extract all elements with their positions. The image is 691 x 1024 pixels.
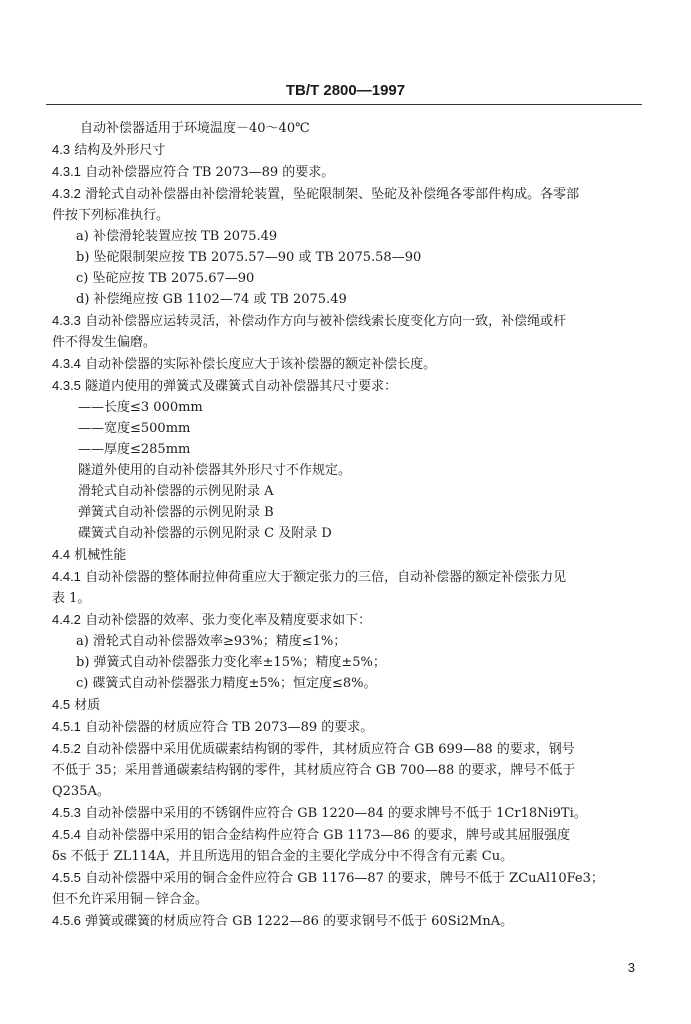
text-line: [52, 226, 642, 247]
clause-text: 自动补偿器应符合 TB 2073—89 的要求。: [85, 165, 335, 180]
text-line: [52, 375, 642, 397]
clause-text: 件不得发生偏磨。: [52, 335, 157, 350]
clause-text: 但不允许采用铜－锌合金。: [52, 892, 209, 907]
clause-text: 自动补偿器适用于环境温度－40～40℃: [80, 121, 310, 136]
text-line: [52, 118, 642, 139]
clause-number: 4.5.2: [52, 741, 81, 756]
clause-text: d) 补偿绳应按 GB 1102—74 或 TB 2075.49: [76, 292, 347, 307]
text-line: [52, 824, 642, 846]
text-line: [52, 652, 642, 673]
text-line: [52, 439, 642, 460]
clause-text: ——宽度≤500mm: [78, 421, 191, 436]
clause-text: b) 坠砣限制架应按 TB 2075.57—90 或 TB 2075.58—90: [76, 250, 422, 265]
text-line: [52, 161, 642, 183]
text-line: [52, 289, 642, 310]
clause-number: 4.5.5: [52, 870, 81, 885]
clause-number: 4.4: [52, 547, 71, 562]
clause-text: 不低于 35；采用普通碳素结构钢的零件，其材质应符合 GB 700—88 的要求，牌号不低于: [52, 763, 576, 778]
clause-text: 件按下列标准执行。: [52, 208, 170, 223]
document-body: [52, 118, 642, 932]
clause-text: 自动补偿器的实际补偿长度应大于该补偿器的额定补偿长度。: [85, 357, 437, 372]
clause-text: 弹簧或碟簧的材质应符合 GB 1222—86 的要求钢号不低于 60Si2MnA。: [85, 914, 514, 929]
text-line: [52, 781, 642, 802]
clause-number: 4.3: [52, 142, 71, 157]
clause-number: 4.3.1: [52, 164, 81, 179]
clause-number: 4.5: [52, 697, 71, 712]
clause-text: 自动补偿器的材质应符合 TB 2073—89 的要求。: [85, 720, 374, 735]
standard-code-header: TB/T 2800—1997: [285, 82, 406, 99]
clause-text: 自动补偿器应运转灵活，补偿动作方向与被补偿线索长度变化方向一致，补偿绳或杆: [85, 314, 567, 329]
clause-text: ——长度≤3 000mm: [78, 400, 203, 415]
clause-text: 结构及外形尺寸: [74, 143, 166, 158]
clause-number: 4.3.5: [52, 378, 81, 393]
clause-text: 机械性能: [74, 548, 127, 563]
text-line: [52, 609, 642, 631]
clause-number: 4.3.4: [52, 356, 81, 371]
clause-text: 自动补偿器中采用的铝合金结构件应符合 GB 1173—86 的要求，牌号或其屈服强度: [85, 828, 571, 843]
clause-text: 滑轮式自动补偿器由补偿滑轮装置，坠砣限制架、坠砣及补偿绳各零部件构成。各零部: [85, 187, 580, 202]
clause-text: 滑轮式自动补偿器的示例见附录 A: [78, 484, 274, 499]
clause-text: δs 不低于 ZL114A，并且所选用的铝合金的主要化学成分中不得含有元素 Cu。: [52, 849, 514, 864]
clause-number: 4.3.2: [52, 186, 81, 201]
clause-text: 自动补偿器中采用的铜合金件应符合 GB 1176—87 的要求，牌号不低于 ZCuAl10Fe3；: [85, 871, 604, 886]
clause-text: 弹簧式自动补偿器的示例见附录 B: [78, 505, 274, 520]
clause-text: c) 碟簧式自动补偿器张力精度±5%；恒定度≤8%。: [76, 676, 377, 691]
clause-text: b) 弹簧式自动补偿器张力变化率±15%；精度±5%；: [76, 655, 386, 670]
clause-text: 材质: [74, 698, 101, 713]
clause-number: 4.4.1: [52, 569, 81, 584]
text-line: [52, 139, 642, 161]
text-line: [52, 310, 642, 332]
text-line: [52, 760, 642, 781]
text-line: [52, 716, 642, 738]
text-line: [52, 889, 642, 910]
text-line: [52, 738, 642, 760]
text-line: [52, 544, 642, 566]
header-rule: [46, 104, 642, 105]
text-line: [52, 332, 642, 353]
text-line: [52, 183, 642, 205]
text-line: [52, 673, 642, 694]
text-line: [52, 397, 642, 418]
text-line: [52, 867, 642, 889]
clause-text: 隧道内使用的弹簧式及碟簧式自动补偿器其尺寸要求：: [85, 379, 398, 394]
clause-text: c) 坠砣应按 TB 2075.67—90: [76, 271, 255, 286]
clause-text: Q235A。: [52, 784, 110, 799]
text-line: [52, 910, 642, 932]
text-line: [52, 588, 642, 609]
text-line: [52, 502, 642, 523]
text-line: [52, 523, 642, 544]
clause-text: 自动补偿器中采用优质碳素结构钢的零件，其材质应符合 GB 699—88 的要求，钢号: [85, 742, 575, 757]
text-line: [52, 694, 642, 716]
text-line: [52, 846, 642, 867]
clause-text: 自动补偿器的整体耐拉伸荷重应大于额定张力的三倍，自动补偿器的额定补偿张力见: [85, 570, 567, 585]
clause-number: 4.4.2: [52, 612, 81, 627]
text-line: [52, 481, 642, 502]
clause-text: 表 1。: [52, 591, 91, 606]
text-line: [52, 353, 642, 375]
clause-text: 自动补偿器中采用的不锈钢件应符合 GB 1220—84 的要求牌号不低于 1Cr18Ni9Ti。: [85, 806, 587, 821]
clause-text: ——厚度≤285mm: [78, 442, 191, 457]
page-number: 3: [627, 960, 635, 975]
clause-text: 自动补偿器的效率、张力变化率及精度要求如下：: [85, 613, 372, 628]
clause-number: 4.3.3: [52, 313, 81, 328]
clause-text: a) 滑轮式自动补偿器效率≥93%；精度≤1%；: [76, 634, 347, 649]
clause-number: 4.5.1: [52, 719, 81, 734]
text-line: [52, 566, 642, 588]
text-line: [52, 268, 642, 289]
clause-text: a) 补偿滑轮装置应按 TB 2075.49: [76, 229, 278, 244]
clause-number: 4.5.3: [52, 805, 81, 820]
clause-number: 4.5.4: [52, 827, 81, 842]
text-line: [52, 247, 642, 268]
text-line: [52, 205, 642, 226]
text-line: [52, 418, 642, 439]
clause-number: 4.5.6: [52, 913, 81, 928]
text-line: [52, 631, 642, 652]
text-line: [52, 802, 642, 824]
clause-text: 隧道外使用的自动补偿器其外形尺寸不作规定。: [78, 463, 352, 478]
clause-text: 碟簧式自动补偿器的示例见附录 C 及附录 D: [78, 526, 332, 541]
text-line: [52, 460, 642, 481]
